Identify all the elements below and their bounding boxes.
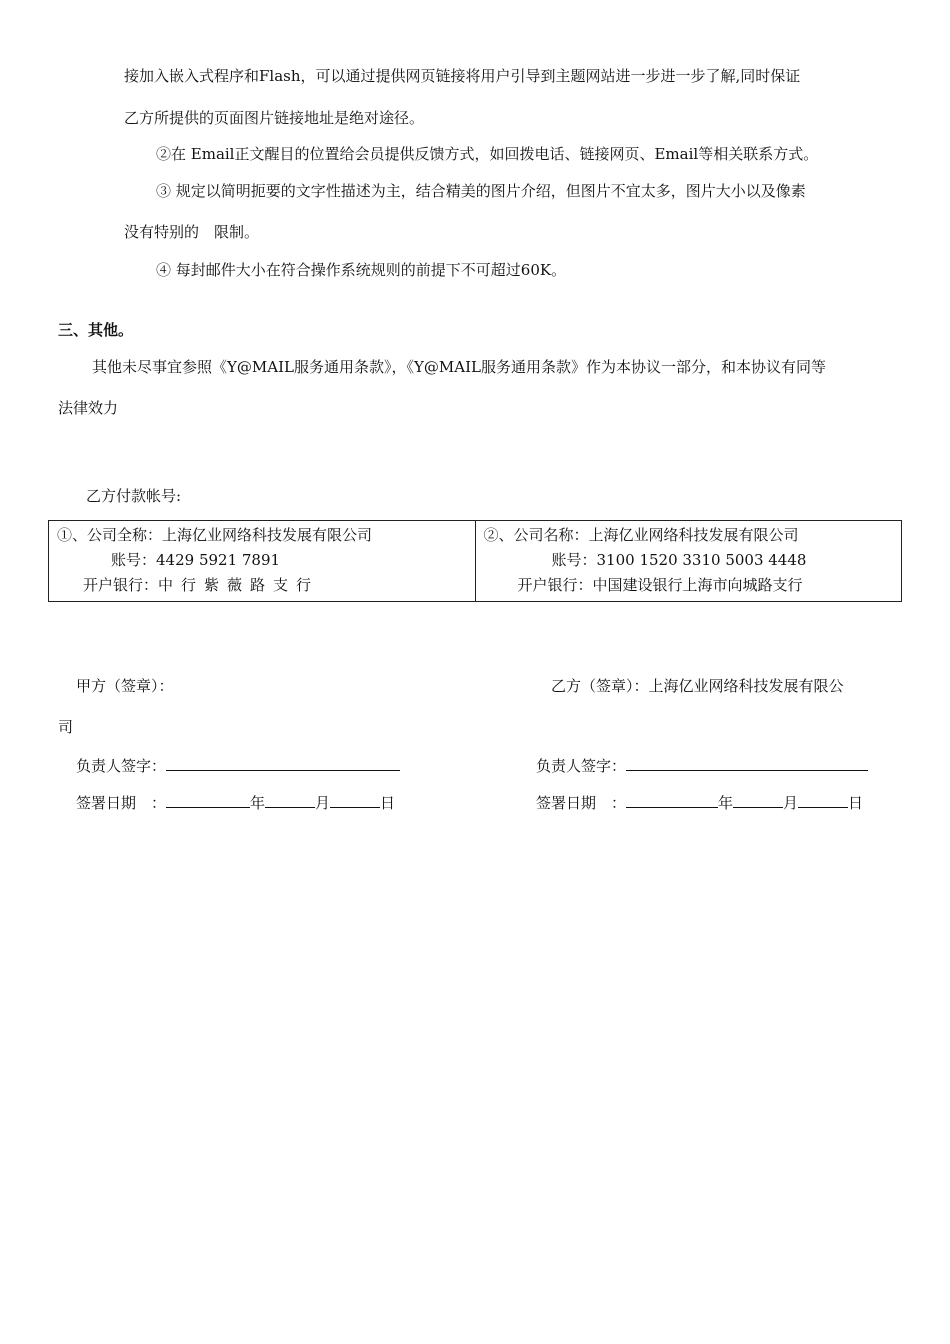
- bank-label: 开户银行：: [83, 576, 159, 594]
- month-label: 月: [315, 794, 331, 812]
- date-label: 签署日期 ：: [76, 794, 167, 812]
- bank-line: [484, 573, 894, 598]
- account-number: 账号：4429 5921 7891: [111, 551, 281, 569]
- rep-label: 负责人签字：: [536, 757, 627, 775]
- account-cell-2: [475, 521, 902, 602]
- list-item-3: ③ 规定以简明扼要的文字性描述为主，结合精美的图片介绍，但图片不宜太多，图片大小以及像素: [156, 182, 806, 200]
- bank-name: 中国建设银行上海市向城路支行: [592, 576, 803, 594]
- day-label: 日: [380, 794, 396, 812]
- party-a-seal: 甲方（签章）：: [76, 677, 174, 695]
- month-label: 月: [783, 794, 799, 812]
- bank-name: 中行紫薇路支行: [158, 576, 320, 594]
- year-blank[interactable]: [166, 791, 250, 808]
- paragraph-line: 乙方所提供的页面图片链接地址是绝对途径。: [124, 109, 425, 127]
- year-blank[interactable]: [626, 791, 718, 808]
- company-name: ②、公司名称：上海亿业网络科技发展有限公司: [483, 526, 799, 544]
- party-b-date: [536, 791, 863, 813]
- year-label: 年: [250, 794, 266, 812]
- party-b-seal: 乙方（签章）：上海亿业网络科技发展有限公: [551, 677, 844, 695]
- bank-label: 开户银行：: [517, 576, 593, 594]
- day-blank[interactable]: [798, 791, 848, 808]
- account-number: 账号：3100 1520 3310 5003 4448: [551, 551, 807, 569]
- day-label: 日: [848, 794, 864, 812]
- list-item-2: ②在 Email正文醒目的位置给会员提供反馈方式，如回拨电话、链接网页、Email等相关联系方式。: [156, 145, 819, 163]
- company-name: ①、公司全称：上海亿业网络科技发展有限公司: [57, 526, 373, 544]
- day-blank[interactable]: [330, 791, 380, 808]
- date-label: 签署日期 ：: [536, 794, 627, 812]
- party-b-rep-signature: [536, 754, 868, 776]
- bank-line: [57, 573, 467, 598]
- table-row: [49, 521, 902, 602]
- paragraph-line: 接加入嵌入式程序和Flash，可以通过提供网页链接将用户引导到主题网站进一步进一步了解,同时保证: [124, 67, 801, 85]
- accounts-table: [48, 520, 902, 602]
- signature-blank[interactable]: [626, 754, 868, 771]
- month-blank[interactable]: [265, 791, 315, 808]
- month-blank[interactable]: [733, 791, 783, 808]
- list-item-3-cont: 没有特别的 限制。: [124, 223, 260, 241]
- signature-blank[interactable]: [166, 754, 400, 771]
- account-cell-1: [49, 521, 476, 602]
- rep-label: 负责人签字：: [76, 757, 167, 775]
- section-body: 其他未尽事宜参照《Y@MAIL服务通用条款》，《Y@MAIL服务通用条款》作为本协议一部分，和本协议有同等: [92, 358, 826, 376]
- payment-label: 乙方付款帐号:: [86, 487, 182, 505]
- section-body-cont: 法律效力: [58, 399, 119, 417]
- list-item-4: ④ 每封邮件大小在符合操作系统规则的前提下不可超过60K。: [156, 261, 567, 279]
- party-a-date: [76, 791, 395, 813]
- year-label: 年: [718, 794, 734, 812]
- party-b-seal-wrap: 司: [58, 718, 74, 736]
- party-a-rep-signature: [76, 754, 400, 776]
- section-heading: 三、其他。: [58, 321, 134, 339]
